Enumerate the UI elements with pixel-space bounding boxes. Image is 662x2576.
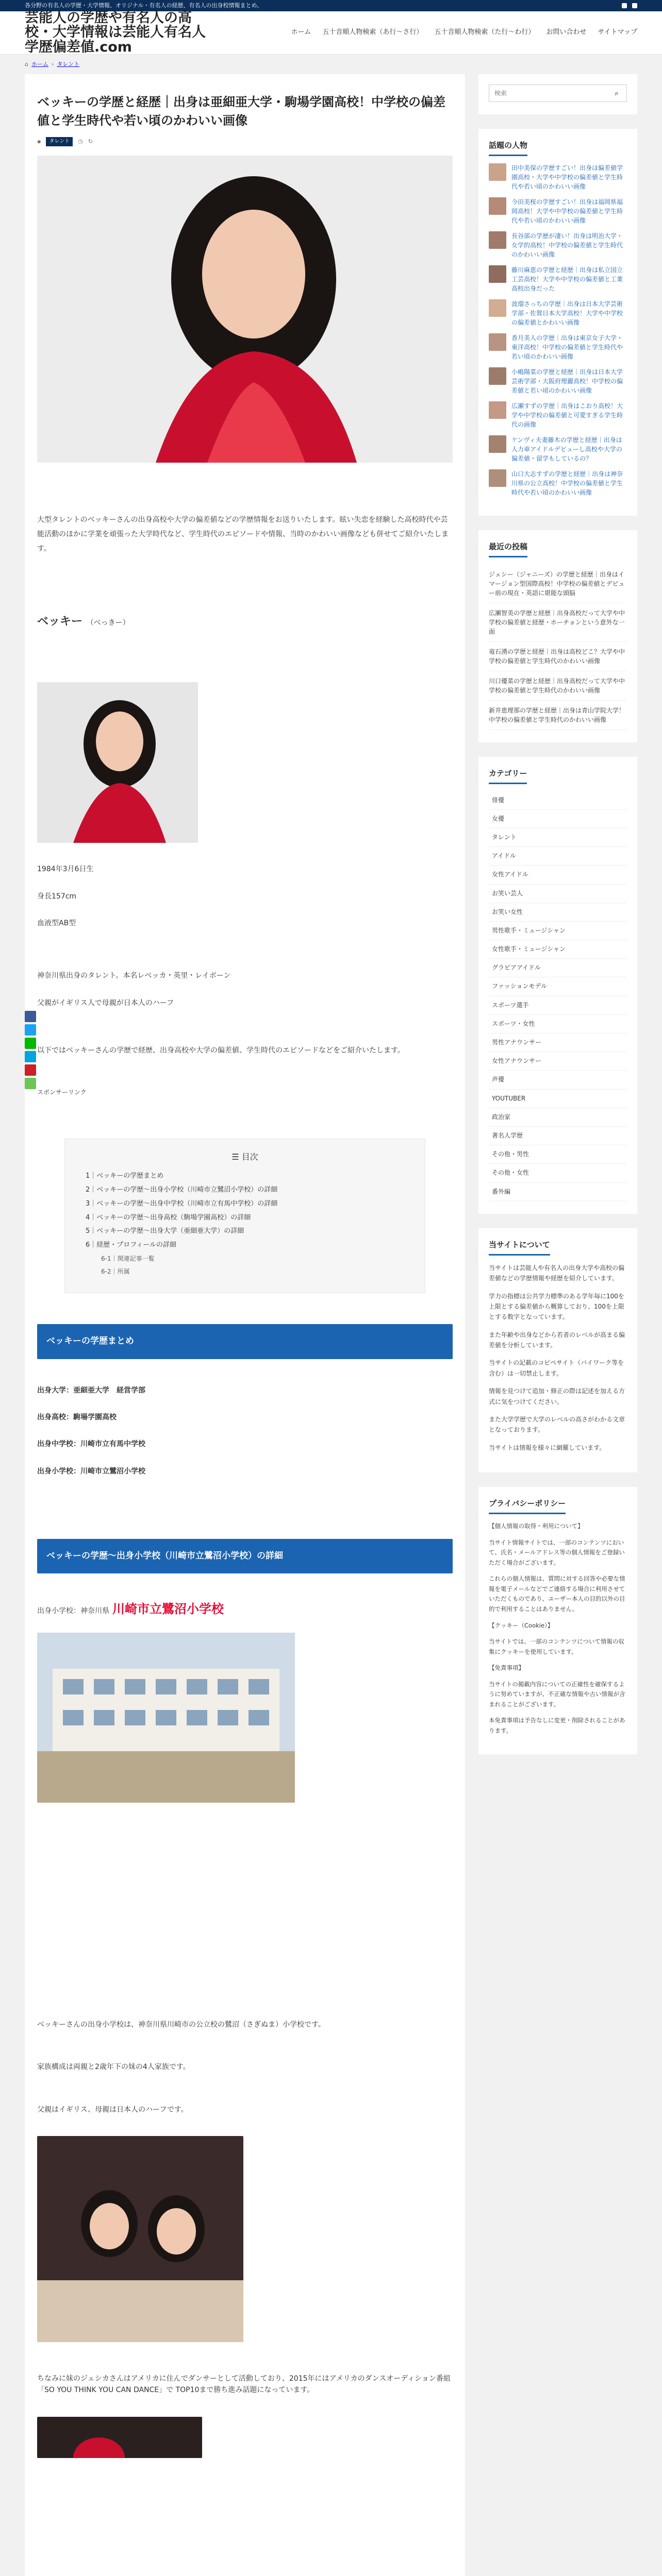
privacy-text: 本免責事項は予告なしに変更・削除されることがあります。: [489, 1717, 625, 1734]
height: 身長157cm: [37, 892, 77, 901]
about-widget: [478, 1228, 637, 1472]
father-text: 父親がイギリス人で母親が日本人のハーフ: [37, 998, 174, 1007]
line-icon[interactable]: [25, 1038, 36, 1049]
birth-date: 1984年3月6日生: [37, 865, 94, 874]
person-name-reading: （べっきー）: [86, 618, 130, 627]
popular-item[interactable]: 今田美桜の学歴すごい！出身は福岡県福岡高校！大学や中学校の偏差値と学生時代や若い頃のかわいい画像: [489, 197, 627, 225]
elementary-paragraph-1: ベッキーさんの出身小学校は、神奈川県川崎市の公立校の鷺沼（さぎぬま）小学校です。: [37, 2020, 325, 2029]
toc-list: [86, 1170, 404, 1278]
recent-item[interactable]: 新井恵理那の学歴と経歴｜出身は青山学院大学！中学校の偏差値と学生時代のかわいい画像: [489, 701, 627, 730]
privacy-text: 当サイト情報サイトでは、一部のコンテンツにおいて、氏名・メールアドレス等の個人情報をご登録いただく場合がございます。: [489, 1538, 625, 1566]
intro-text: 以下ではベッキーさんの学歴で経歴、出身高校や大学の偏差値、学生時代のエピソードなどをご紹介いたします。: [37, 1046, 405, 1055]
toc-item[interactable]: 5｜ベッキーの学歴〜出身大学（亜細亜大学）の詳細: [86, 1227, 244, 1235]
category-item[interactable]: ファッションモデル: [489, 977, 627, 996]
popular-widget: [478, 129, 637, 516]
category-item[interactable]: その他・女性: [489, 1164, 627, 1182]
popular-thumb: [489, 163, 506, 181]
category-title: カテゴリー: [489, 767, 527, 784]
recent-item[interactable]: 広瀬智美の学歴と経歴｜出身高校だって大学や中学校の偏差値と経歴・ホーチョンという意外な一面: [489, 603, 627, 642]
search-button[interactable]: [607, 85, 626, 101]
popular-item[interactable]: ケンヴィ夫妻藤木の学歴と経歴｜出身は人力車アイドルデビューし高校や大学の偏差値・留学もしているの？: [489, 435, 627, 463]
school-summary-list: [37, 1385, 453, 1478]
category-item[interactable]: スポーツ・女性: [489, 1015, 627, 1033]
facebook-icon[interactable]: [25, 1011, 36, 1022]
privacy-text: 【免責事項】: [489, 1664, 524, 1672]
search-icon[interactable]: [632, 3, 637, 8]
toc-item[interactable]: 2｜ベッキーの学歴〜出身小学校（川崎市立鷺沼小学校）の詳細: [86, 1186, 278, 1194]
popular-item[interactable]: 波瑠さっちの学歴｜出身は日本大学芸術学部・佐賀日本大学高校！大学や中学校の偏差値とかわいい画像: [489, 299, 627, 327]
chevron-right-icon: ›: [51, 61, 54, 67]
popular-item[interactable]: 山口大志すずの学歴と経歴｜出身は神奈川県の公立高校！中学校の偏差値と学生時代や若い頃のかわいい画像: [489, 469, 627, 497]
university-line: 出身大学：亜細亜大学 経営学部: [37, 1386, 145, 1395]
nav-contact[interactable]: お問い合わせ: [546, 28, 587, 37]
rss-icon[interactable]: [622, 3, 627, 8]
toc-item[interactable]: 6｜経歴・プロフィールの詳細: [86, 1241, 176, 1249]
popular-thumb: [489, 299, 506, 317]
popular-thumb: [489, 265, 506, 283]
post-meta: [37, 137, 453, 146]
category-item[interactable]: お笑い芸人: [489, 885, 627, 903]
popular-thumb: [489, 401, 506, 419]
category-item[interactable]: 女性歌手・ミュージシャン: [489, 940, 627, 959]
elementary-school-name: [37, 1599, 453, 1619]
table-of-contents: [64, 1139, 425, 1294]
privacy-text: 当サイトの掲載内容についての正確性を確保するように努めていますが、不正確な情報や古い情報が含まれることがございます。: [489, 1680, 625, 1708]
popular-item[interactable]: 香月美人の学歴｜出身は東京女子大学・東洋高校！中学校の偏差値と学生時代や若い頃のかわいい画像: [489, 333, 627, 361]
elementary-prefix: 出身小学校：神奈川県: [37, 1607, 109, 1616]
recent-item[interactable]: ジェシー（ジャニーズ）の学歴と経歴｜出身はイマージョン型国際高校！中学校の偏差値とデビュー前の現在・英語に堪能な頭脳: [489, 565, 627, 603]
privacy-text: 【個人情報の取得・利用について】: [489, 1522, 584, 1530]
elementary-line: 出身小学校：川崎市立鷺沼小学校: [37, 1467, 145, 1476]
category-item[interactable]: YOUTUBER: [489, 1090, 627, 1108]
elementary-paragraph-2: 家族構成は両親と2歳年下の妹の4人家族です。: [37, 2063, 190, 2072]
sponsor-label: スポンサーリンク: [37, 1088, 87, 1096]
category-item[interactable]: 政治家: [489, 1108, 627, 1127]
topbar-icons: [622, 3, 637, 8]
category-badge[interactable]: タレント: [46, 137, 73, 146]
popular-thumb: [489, 469, 506, 487]
nav-search-ta-wa[interactable]: 五十音順人物検索（た行〜わ行）: [434, 28, 535, 37]
about-title: 当サイトについて: [489, 1239, 550, 1256]
privacy-widget: [478, 1487, 637, 1754]
sidebar: [478, 74, 637, 1769]
popular-thumb: [489, 197, 506, 215]
breadcrumb-category[interactable]: タレント: [57, 61, 80, 67]
category-item[interactable]: 女性アイドル: [489, 866, 627, 884]
category-widget: [478, 757, 637, 1214]
popular-item[interactable]: 田中美保の学歴すごい！出身は偏差値学園高校・大学や中学校の偏差値と学生時代や若い頃のかわいい画像: [489, 163, 627, 191]
site-title[interactable]: 芸能人の学歴や有名人の高校・大学情報は芸能人有名人学歴偏差値.com: [25, 9, 206, 55]
popular-thumb: [489, 367, 506, 385]
privacy-title: プライバシーポリシー: [489, 1497, 566, 1514]
lead-paragraph: 大型タレントのベッキーさんの出身高校や大学の偏差値などの学歴情報をお送りいたします。眩い失恋を経験した高校時代や芸能活動のほかに学業を頑張った大学時代など、学生時代のエピソードや情報、当時のかわいい画像なども併せてご紹介いたします。: [37, 515, 449, 553]
category-item[interactable]: お笑い女性: [489, 903, 627, 922]
category-item[interactable]: 著名人学歴: [489, 1127, 627, 1145]
category-item[interactable]: 女性アナウンサー: [489, 1052, 627, 1071]
about-text: 当サイトは芸能人や有名人の出身大学や高校の偏差値などの学歴情報や経歴を紹介しています。: [489, 1264, 625, 1282]
pinterest-icon[interactable]: [25, 1064, 36, 1076]
toc-item[interactable]: 3｜ベッキーの学歴〜出身中学校（川崎市立有馬中学校）の詳細: [86, 1199, 278, 1208]
privacy-text: これらの個人情報は、質問に対する回答や必要な情報を電子メールなどでご連絡する場合に利用させていただくものであり、ユーザー本人の目的以外の目的で利用することはありません。: [489, 1575, 625, 1613]
breadcrumb-home[interactable]: ホーム: [31, 61, 48, 67]
about-text: 当サイトの記載のコピペサイト（バイワーク等を含む）は一切禁止します。: [489, 1359, 624, 1377]
site-header: [0, 11, 662, 55]
elementary-paragraph-3: 父親はイギリス、母親は日本人のハーフです。: [37, 2105, 188, 2114]
elementary-school-photo: [37, 1633, 295, 1803]
category-item[interactable]: 声優: [489, 1071, 627, 1089]
popular-item[interactable]: 長谷部の学歴が凄い！出身は明治大学・女学的高校！中学校の偏差値と学生時代のかわいい画像: [489, 231, 627, 259]
category-item[interactable]: 俳優: [489, 791, 627, 810]
high-school-line: 出身高校：駒場学園高校: [37, 1413, 117, 1422]
global-nav: [291, 27, 637, 38]
calendar-icon: ◷: [78, 138, 83, 145]
list-icon: ☰: [231, 1151, 242, 1162]
additional-photo: [37, 2417, 202, 2458]
category-item[interactable]: 番外編: [489, 1183, 627, 1201]
home-icon: ⌂: [25, 61, 28, 67]
category-item[interactable]: その他・男性: [489, 1145, 627, 1164]
twitter-icon[interactable]: [25, 1024, 36, 1036]
search-input[interactable]: [489, 85, 607, 101]
nav-sitemap[interactable]: サイトマップ: [598, 28, 637, 37]
junior-high-line: 出身中学校：川崎市立有馬中学校: [37, 1440, 145, 1449]
toc-item[interactable]: 1｜ベッキーの学歴まとめ: [86, 1172, 164, 1180]
post-title: ベッキーの学歴と経歴｜出身は亜細亜大学・駒場学園高校！中学校の偏差値と学生時代や若い頃のかわいい画像: [37, 94, 445, 128]
person-name-text: ベッキー: [37, 615, 83, 628]
blood-type: 血液型AB型: [37, 919, 76, 927]
nav-home[interactable]: ホーム: [291, 28, 311, 37]
recent-widget: [478, 530, 637, 742]
profile-text: 神奈川県出身のタレント。本名レベッカ・英里・レイボーン: [37, 972, 231, 980]
toc-title: ☰ 目次: [231, 1151, 258, 1162]
category-item[interactable]: アイドル: [489, 847, 627, 866]
nav-search-a-sa[interactable]: 五十音順人物検索（あ行〜さ行）: [322, 28, 423, 37]
category-item[interactable]: 女優: [489, 810, 627, 828]
category-item[interactable]: 男性アナウンサー: [489, 1033, 627, 1052]
hero-image: [37, 156, 453, 463]
feedly-icon[interactable]: [25, 1078, 36, 1089]
elementary-paragraph-4: ちなみに妹のジェシカさんはアメリカに住んでダンサーとして活動しており、2015年にはアメリカのダンスオーディション番組「SO YOU THINK YOU CAN DANCE」で TOP10まで勝ち進み話題になっています。: [37, 2374, 451, 2395]
popular-item[interactable]: 小嶋陽菜の学歴と経歴｜出身は日本大学芸術学部・大阪府理麗高校！中学校の偏差値と若い頃のかわいい画像: [489, 367, 627, 395]
profile-photo: [37, 682, 198, 843]
popular-item[interactable]: 広瀬すずの学歴｜出身はこおり高校！大学や中学校の偏差値と可愛すぎる学生時代の画像: [489, 401, 627, 429]
about-text: 情報を見つけて追加・修正の際は記述を加える方式に気をつけてください。: [489, 1387, 625, 1405]
privacy-text: 【クッキー（Cookie）】: [489, 1621, 554, 1629]
folder-icon: ▪: [37, 138, 41, 145]
toc-subitem[interactable]: 6-1｜関連記事一覧: [101, 1255, 155, 1263]
search-form: [489, 84, 627, 102]
category-item[interactable]: スポーツ選手: [489, 996, 627, 1015]
refresh-icon: ↻: [88, 138, 93, 145]
category-item[interactable]: 男性歌手・ミュージシャン: [489, 922, 627, 940]
privacy-text: 当サイトでは、一部のコンテンツについて情報の収集にクッキーを使用しています。: [489, 1638, 624, 1655]
topbar-text: 各分野の有名人の学歴・大学情報、オリジナル・有名人の経歴、有名人の出身校情報まとめ。: [25, 2, 263, 9]
search-icon: ⌕: [615, 89, 619, 97]
share-buttons: [25, 1011, 36, 1089]
popular-thumb: [489, 333, 506, 351]
recent-title: 最近の投稿: [489, 540, 527, 557]
popular-title: 話題の人物: [489, 139, 527, 156]
elementary-name: 川崎市立鷺沼小学校: [112, 1602, 224, 1617]
article: [25, 74, 465, 2576]
popular-item[interactable]: 藤川麻恵の学歴と経歴｜出身は私立国立工芸高校！大学や中学校の偏差値と工業高校出身だった: [489, 265, 627, 293]
recent-item[interactable]: 川口優菜の学歴と経歴｜出身高校だって大学や中学校の偏差値と学生時代のかわいい画像: [489, 671, 627, 701]
toc-subitem[interactable]: 6-2｜所属: [101, 1268, 130, 1276]
toc-item[interactable]: 4｜ベッキーの学歴〜出身高校（駒場学園高校）の詳細: [86, 1213, 251, 1222]
popular-thumb: [489, 231, 506, 249]
about-text: また年齢や出身などから若者のレベルが高まる偏差値を分析しています。: [489, 1331, 625, 1349]
hatena-icon[interactable]: [25, 1051, 36, 1062]
category-item[interactable]: タレント: [489, 828, 627, 847]
about-text: また大学学歴で大学のレベルの高さがわかる文章となっております。: [489, 1416, 625, 1434]
about-text: 当サイトは情報を様々に網羅しています。: [489, 1444, 606, 1451]
category-item[interactable]: グラビアアイドル: [489, 959, 627, 977]
childhood-photo: [37, 2136, 243, 2342]
recent-item[interactable]: 竜石湧の学歴と経歴｜出身は高校どこ？大学や中学校の偏差値と学生時代のかわいい画像: [489, 642, 627, 671]
search-widget: [478, 74, 637, 114]
section-heading-elementary: ベッキーの学歴〜出身小学校（川崎市立鷺沼小学校）の詳細: [37, 1539, 453, 1573]
popular-thumb: [489, 435, 506, 453]
section-heading-summary: ベッキーの学歴まとめ: [37, 1324, 453, 1359]
about-text: 学力の指標は公共学力標準のある学年毎に100を上限とする偏差値から概算しており、100を上限とする数字となっています。: [489, 1292, 624, 1321]
breadcrumb: [0, 55, 662, 74]
person-name: [37, 613, 453, 631]
